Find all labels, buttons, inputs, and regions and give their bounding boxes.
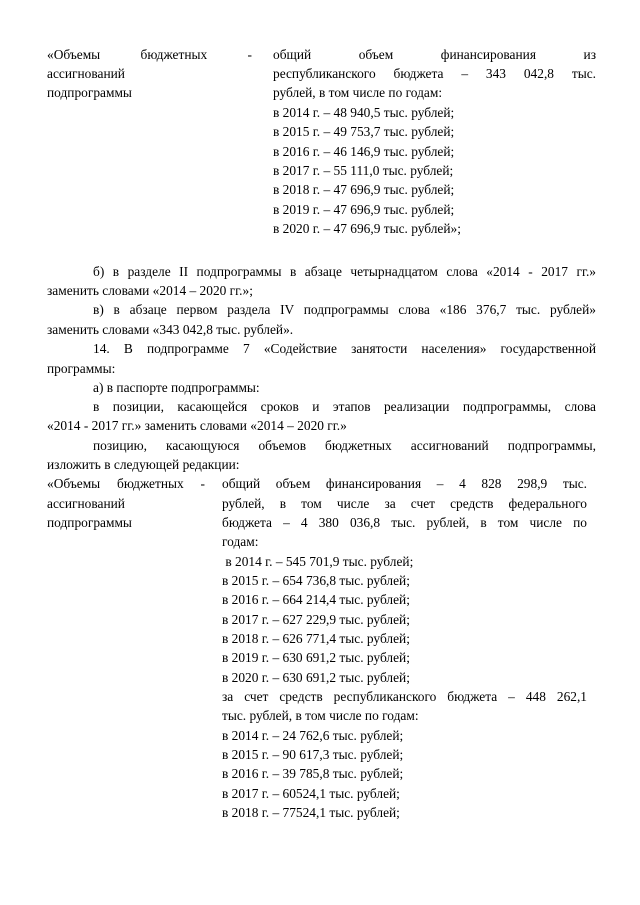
paragraph-line: позицию, касающуюся объемов бюджетных ассигнований подпрограммы, [93, 438, 596, 453]
block2-right-line: годам: [222, 534, 259, 549]
block2-right-line: в 2014 г. – 24 762,6 тыс. рублей; [222, 728, 404, 743]
block2-right-line: в 2014 г. – 545 701,9 тыс. рублей; [222, 554, 414, 569]
block1-right-line: в 2014 г. – 48 940,5 тыс. рублей; [273, 105, 455, 120]
block2-right-line: в 2017 г. – 627 229,9 тыс. рублей; [222, 612, 410, 627]
block1-right-line: в 2017 г. – 55 111,0 тыс. рублей; [273, 163, 454, 178]
block1-left-line: ассигнований [47, 66, 125, 81]
block2-right-line: тыс. рублей, в том числе по годам: [222, 708, 419, 723]
block2-right-line: общий объем финансирования – 4 828 298,9 тыс. [222, 476, 587, 491]
paragraph-line: 14. В подпрограмме 7 «Содействие занятости населения» государственной [93, 341, 596, 356]
block2-right-line: в 2017 г. – 60524,1 тыс. рублей; [222, 786, 400, 801]
block2-left-line: «Объемы бюджетных - [47, 476, 205, 491]
block2-left-line: ассигнований [47, 496, 125, 511]
block2-right-line: рублей, в том числе за счет средств федерального [222, 496, 587, 511]
block1-right-line: общий объем финансирования из [273, 47, 596, 62]
block1-right-line: рублей, в том числе по годам: [273, 85, 443, 100]
paragraph-line: изложить в следующей редакции: [47, 457, 240, 472]
paragraph-line: в) в абзаце первом раздела IV подпрограммы слова «186 376,7 тыс. рублей» [93, 302, 596, 317]
block2-right-line: в 2018 г. – 626 771,4 тыс. рублей; [222, 631, 410, 646]
block1-left-line: «Объемы бюджетных - [47, 47, 252, 62]
block2-right-line: в 2020 г. – 630 691,2 тыс. рублей; [222, 670, 410, 685]
block1-right-line: в 2019 г. – 47 696,9 тыс. рублей; [273, 202, 455, 217]
block1-right-line: республиканского бюджета – 343 042,8 тыс. [273, 66, 596, 81]
paragraph-line: а) в паспорте подпрограммы: [93, 380, 260, 395]
paragraph-line: заменить словами «343 042,8 тыс. рублей». [47, 322, 294, 337]
block1-right-line: в 2018 г. – 47 696,9 тыс. рублей; [273, 182, 455, 197]
block1-right-line: в 2016 г. – 46 146,9 тыс. рублей; [273, 144, 455, 159]
paragraph-line: заменить словами «2014 – 2020 гг.»; [47, 283, 253, 298]
block2-right-line: за счет средств республиканского бюджета – 448 262,1 [222, 689, 587, 704]
block2-right-line: в 2015 г. – 654 736,8 тыс. рублей; [222, 573, 410, 588]
paragraph-line: «2014 - 2017 гг.» заменить словами «2014 – 2020 гг.» [47, 418, 347, 433]
block2-right-line: бюджета – 4 380 036,8 тыс. рублей, в том числе по [222, 515, 587, 530]
block1-left-line: подпрограммы [47, 85, 132, 100]
paragraph-line: программы: [47, 361, 116, 376]
block2-right-line: в 2015 г. – 90 617,3 тыс. рублей; [222, 747, 404, 762]
block2-right-line: в 2016 г. – 39 785,8 тыс. рублей; [222, 766, 404, 781]
paragraph-line: в позиции, касающейся сроков и этапов реализации подпрограммы, слова [93, 399, 596, 414]
block2-left-line: подпрограммы [47, 515, 132, 530]
block2-right-line: в 2019 г. – 630 691,2 тыс. рублей; [222, 650, 410, 665]
block1-right-line: в 2015 г. – 49 753,7 тыс. рублей; [273, 124, 455, 139]
block1-right-line: в 2020 г. – 47 696,9 тыс. рублей»; [273, 221, 461, 236]
paragraph-line: б) в разделе II подпрограммы в абзаце четырнадцатом слова «2014 - 2017 гг.» [93, 264, 596, 279]
block2-right-line: в 2016 г. – 664 214,4 тыс. рублей; [222, 592, 410, 607]
block2-right-line: в 2018 г. – 77524,1 тыс. рублей; [222, 805, 400, 820]
